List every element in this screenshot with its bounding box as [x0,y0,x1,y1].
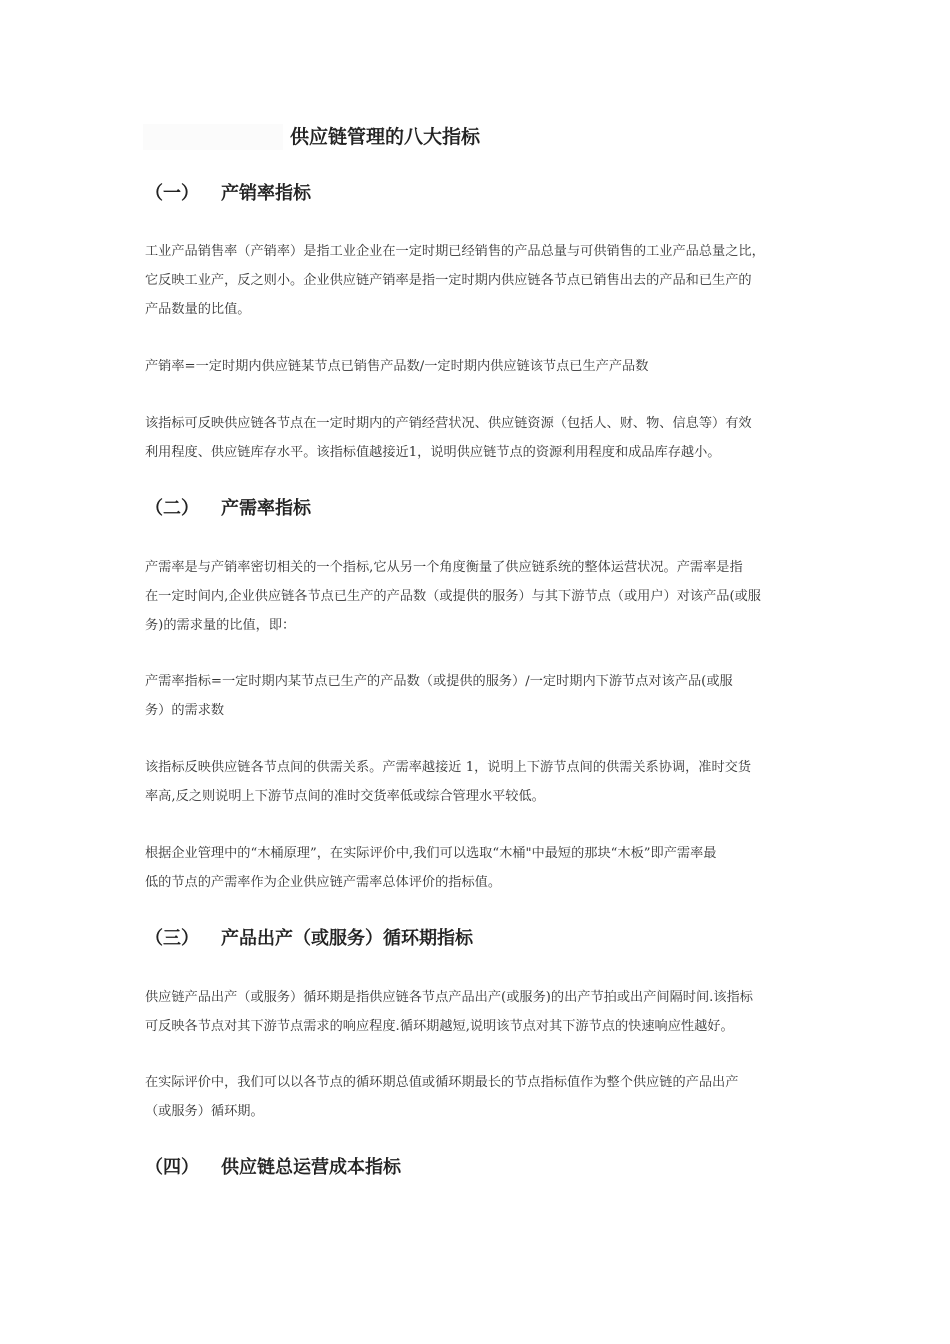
text-line: 务）的需求数 [145,703,225,718]
section-number: （二） [145,498,199,519]
paragraph [145,839,810,897]
text-line: 在一定时间内,企业供应链各节点已生产的产品数（或提供的服务）与其下游节点（或用户）对该产品(或服 [145,589,761,604]
section-heading-2 [145,496,311,522]
text-line: 产销率=一定时期内供应链某节点已销售产品数/一定时期内供应链该节点已生产产品数 [145,359,649,374]
text-line: 它反映工业产，反之则小。企业供应链产销率是指一定时期内供应链各节点已销售出去的产品和已生产的 [145,273,752,288]
paragraph [145,753,810,811]
section-title: 产品出产（或服务）循环期指标 [221,928,473,949]
text-line: 低的节点的产需率作为企业供应链产需率总体评价的指标值。 [145,875,502,890]
text-line: 产品数量的比值。 [145,302,251,317]
paragraph [145,237,810,324]
text-line: 务)的需求量的比值，即： [145,618,296,633]
paragraph [145,409,810,467]
section-title: 产销率指标 [221,183,311,204]
section-number: （一） [145,183,199,204]
text-line: 产需率指标=一定时期内某节点已生产的产品数（或提供的服务）/一定时期内下游节点对该产品(或服 [145,674,733,689]
text-line: 根据企业管理中的“木桶原理”，在实际评价中,我们可以选取“木桶"中最短的那块“木板”即产需率最 [145,846,717,861]
section-number: （四） [145,1157,199,1178]
document-title: 供应链管理的八大指标 [290,126,481,148]
paragraph [145,983,810,1041]
text-line: （或服务）循环期。 [145,1104,264,1119]
text-line: 该指标反映供应链各节点间的供需关系。产需率越接近 1，说明上下游节点间的供需关系协调，准时交货 [145,760,752,775]
text-line: 在实际评价中，我们可以以各节点的循环期总值或循环期最长的节点指标值作为整个供应链的产品出产 [145,1075,739,1090]
formula-paragraph [145,352,810,381]
formula-paragraph [145,667,810,725]
text-line: 工业产品销售率（产销率）是指工业企业在一定时期已经销售的产品总量与可供销售的工业产品总量之比， [145,244,765,259]
text-line: 率高,反之则说明上下游节点间的准时交货率低或综合管理水平较低。 [145,789,545,804]
title-highlight [143,124,283,150]
section-title: 产需率指标 [221,498,311,519]
text-line: 产需率是与产销率密切相关的一个指标,它从另一个角度衡量了供应链系统的整体运营状况。产需率是指 [145,560,743,575]
section-heading-3 [145,926,473,952]
text-line: 供应链产品出产（或服务）循环期是指供应链各节点产品出产(或服务)的出产节拍或出产间隔时间.该指标 [145,990,753,1005]
text-line: 利用程度、供应链库存水平。该指标值越接近1，说明供应链节点的资源利用程度和成品库存越小。 [145,445,721,460]
paragraph [145,1068,810,1126]
section-title: 供应链总运营成本指标 [221,1157,401,1178]
text-line: 可反映各节点对其下游节点需求的响应程度.循环期越短,说明该节点对其下游节点的快速响应性越好。 [145,1019,734,1034]
paragraph [145,553,810,640]
text-line: 该指标可反映供应链各节点在一定时期内的产销经营状况、供应链资源（包括人、财、物、信息等）有效 [145,416,752,431]
section-number: （三） [145,928,199,949]
section-heading-4 [145,1155,401,1181]
section-heading-1 [145,181,311,207]
